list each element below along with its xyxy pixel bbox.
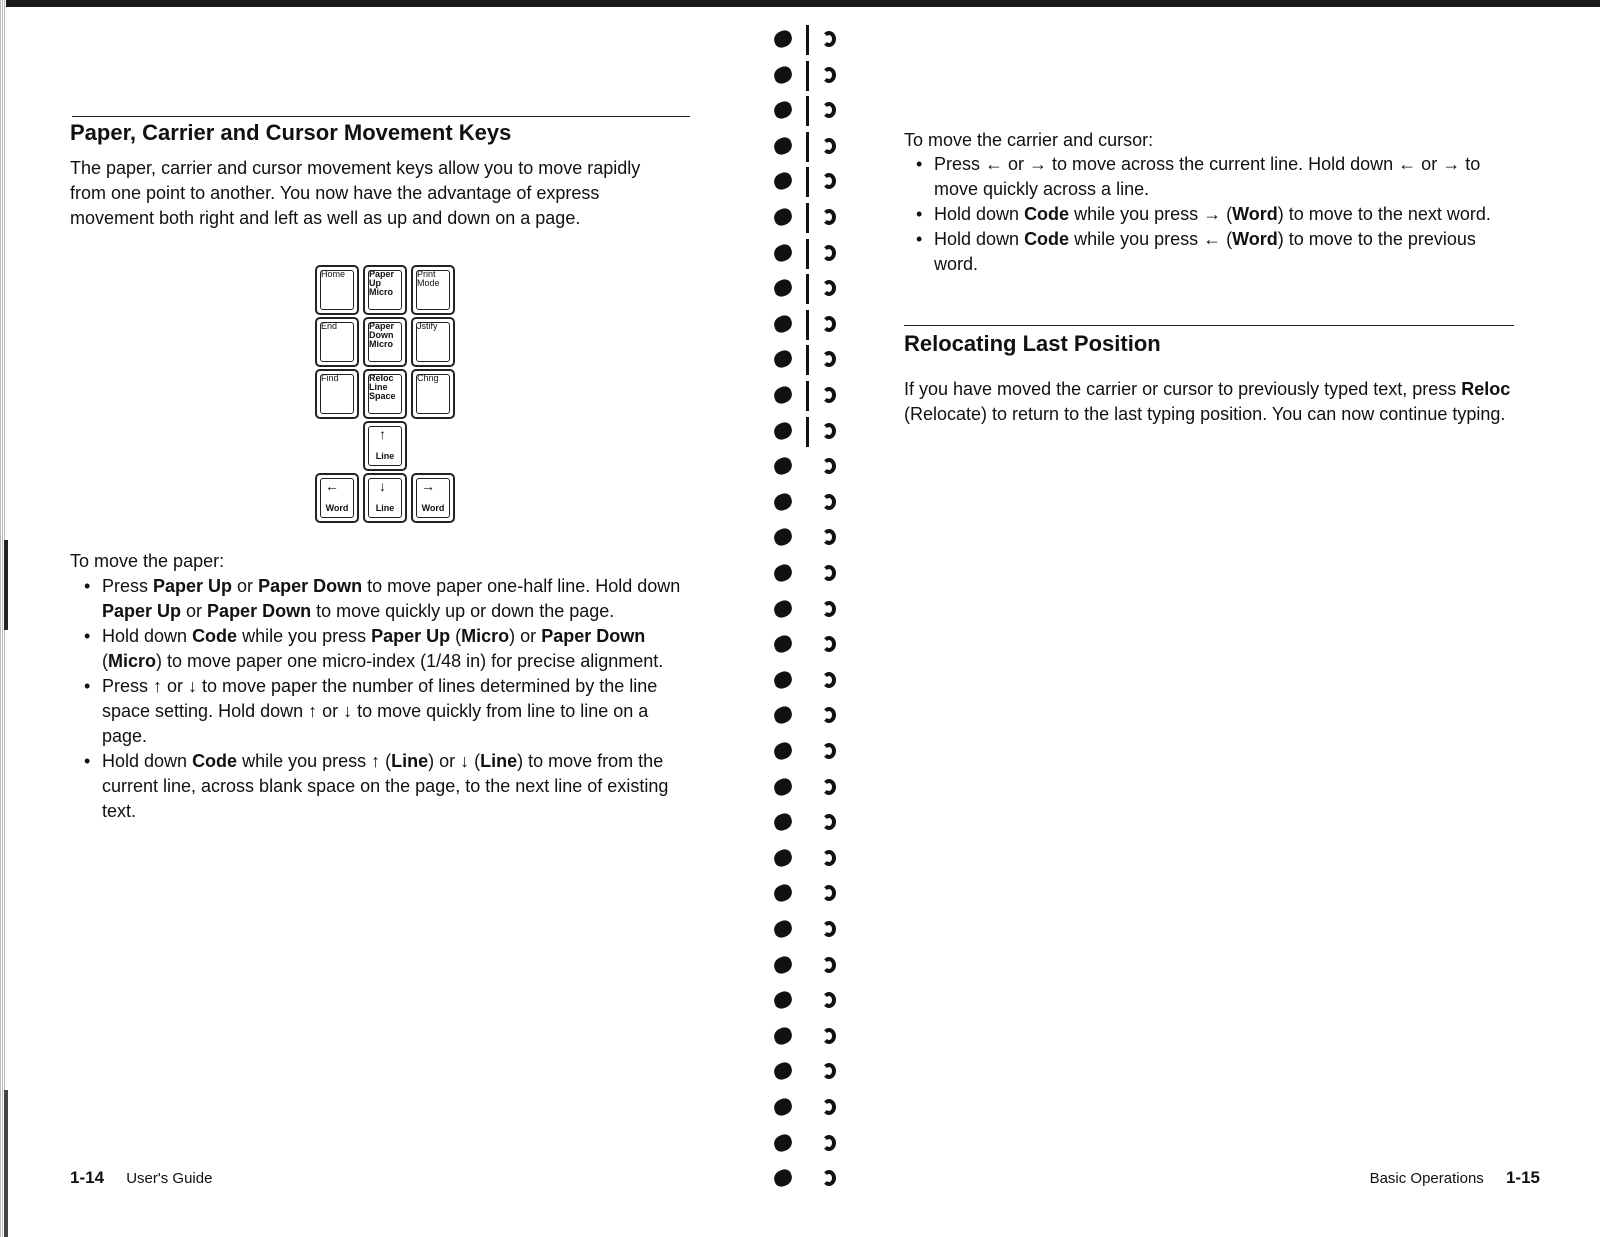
bullet-item <box>72 624 692 674</box>
key-label: Home <box>321 269 346 279</box>
key-label: Jstify <box>417 321 438 331</box>
section-heading: Relocating Last Position <box>904 331 1161 356</box>
text-run: ( <box>102 651 108 671</box>
key-name-bold: Paper Down <box>258 576 363 596</box>
spiral-coil <box>770 1129 850 1165</box>
justify-key <box>411 317 455 367</box>
text-run: Press ← or → to move across the current line. Hold down ← or → to move quickly across a line. <box>934 154 1481 199</box>
word-left-key <box>315 473 359 523</box>
spiral-coil <box>770 986 850 1022</box>
text-run: ) to move from the current line, across blank space on the page, to the next line of existing text. <box>102 751 669 821</box>
spiral-coil <box>770 25 850 61</box>
spiral-coil <box>770 61 850 97</box>
spiral-coil <box>770 274 850 310</box>
text-run: ( <box>450 626 462 646</box>
page-number: 1-14 <box>70 1168 105 1187</box>
spiral-coil <box>770 1164 850 1200</box>
keypad-diagram <box>315 265 463 530</box>
spiral-coil <box>770 381 850 417</box>
spiral-coil <box>770 1022 850 1058</box>
spiral-coil <box>770 1093 850 1129</box>
key-name-bold: Micro <box>461 626 510 646</box>
text-run: or <box>232 576 259 596</box>
scan-edge-mark <box>4 1090 8 1237</box>
key-label: Line <box>375 451 395 461</box>
text-run: while you press ← ( <box>1069 229 1233 249</box>
key-label: End <box>321 321 338 331</box>
right-arrow-icon: → <box>421 478 435 494</box>
page-number: 1-15 <box>1505 1168 1540 1187</box>
bullet-item <box>72 674 692 749</box>
footer-title: Basic Operations <box>1369 1170 1484 1187</box>
text-run: ) to move to the next word. <box>1277 204 1491 224</box>
bullet-item <box>904 152 1518 202</box>
key-label: Paper Up Micro <box>369 269 395 297</box>
spiral-coil <box>770 879 850 915</box>
key-name-bold: Paper Up <box>371 626 451 646</box>
change-key <box>411 369 455 419</box>
key-name-bold: Micro <box>108 651 157 671</box>
key-name-bold: Code <box>1024 204 1070 224</box>
text-run: Hold down <box>934 204 1025 224</box>
left-footer <box>70 1168 212 1188</box>
spiral-binding <box>770 25 850 1205</box>
paper-down-key <box>363 317 407 367</box>
line-up-key <box>363 421 407 471</box>
spiral-coil <box>770 737 850 773</box>
spiral-coil <box>770 167 850 203</box>
bullet-item <box>904 227 1518 277</box>
key-name-bold: Word <box>1232 204 1278 224</box>
key-name-bold: Paper Up <box>153 576 233 596</box>
reloc-paragraph <box>904 377 1518 427</box>
left-page <box>72 0 702 1237</box>
text-run: Press <box>102 576 154 596</box>
spiral-coil <box>770 345 850 381</box>
text-run: Hold down <box>102 626 193 646</box>
key-label: Reloc Line Space <box>369 373 396 401</box>
key-label: Word <box>325 503 349 513</box>
line-down-key <box>363 473 407 523</box>
spiral-coil <box>770 595 850 631</box>
text-run: while you press → ( <box>1069 204 1233 224</box>
bullet-item <box>72 574 692 624</box>
key-label: Line <box>375 503 395 513</box>
spiral-coil <box>770 559 850 595</box>
text-run: Hold down <box>102 751 193 771</box>
intro-paragraph: The paper, carrier and cursor movement keys allow you to move rapidly from one point to another. You now have the advantage of express movement both right and left as well as up and down on a page. <box>70 158 641 228</box>
paper-bullet-list <box>72 574 692 824</box>
right-footer <box>1330 1168 1540 1188</box>
key-label: Print Mode <box>417 269 440 288</box>
key-name-bold: Code <box>192 626 238 646</box>
key-name-bold: Code <box>1024 229 1070 249</box>
spiral-coil <box>770 1057 850 1093</box>
up-arrow-icon: ↑ <box>379 426 386 442</box>
spiral-coil <box>770 844 850 880</box>
key-name-bold: Line <box>480 751 518 771</box>
print-mode-key <box>411 265 455 315</box>
word-right-key <box>411 473 455 523</box>
text-run: ) or ↓ ( <box>428 751 481 771</box>
reloc-line-space-key <box>363 369 407 419</box>
home-key <box>315 265 359 315</box>
bullet-item <box>904 202 1518 227</box>
key-label: Find <box>321 373 339 383</box>
key-name-bold: Paper Down <box>207 601 312 621</box>
text-run: (Relocate) to return to the last typing position. You can now continue typing. <box>904 404 1506 424</box>
spiral-coil <box>770 701 850 737</box>
text-run: to move quickly up or down the page. <box>311 601 615 621</box>
paper-up-key <box>363 265 407 315</box>
spiral-coil <box>770 630 850 666</box>
find-key <box>315 369 359 419</box>
scan-edge-mark <box>4 540 8 630</box>
left-arrow-icon: ← <box>325 478 339 494</box>
text-run: ) to move to the previous word. <box>934 229 1476 274</box>
right-page <box>904 0 1542 1237</box>
key-label: Paper Down Micro <box>369 321 395 349</box>
carrier-bullet-list <box>904 152 1518 277</box>
key-name-bold: Paper Up <box>102 601 182 621</box>
text-run: to move paper one-half line. Hold down <box>362 576 681 596</box>
spiral-coil <box>770 951 850 987</box>
text-run: while you press ↑ ( <box>237 751 392 771</box>
spiral-coil <box>770 452 850 488</box>
key-name-bold: Paper Down <box>541 626 646 646</box>
key-name-bold: Line <box>391 751 429 771</box>
text-run: or <box>181 601 208 621</box>
spiral-coil <box>770 96 850 132</box>
spiral-coil <box>770 132 850 168</box>
key-name-bold: Word <box>1232 229 1278 249</box>
spiral-coil <box>770 808 850 844</box>
text-run: ) to move paper one micro-index (1/48 in) for precise alignment. <box>156 651 664 671</box>
heading-rule <box>904 325 1514 326</box>
spiral-coil <box>770 203 850 239</box>
move-carrier-label: To move the carrier and cursor: <box>904 130 1154 150</box>
key-name-bold: Code <box>192 751 238 771</box>
text-run: Hold down <box>934 229 1025 249</box>
spiral-coil <box>770 488 850 524</box>
key-name-bold: Reloc <box>1461 379 1511 399</box>
footer-title: User's Guide <box>126 1170 213 1187</box>
section-heading: Paper, Carrier and Cursor Movement Keys <box>70 120 512 145</box>
key-label: Word <box>421 503 445 513</box>
bullet-item <box>72 749 692 824</box>
spiral-coil <box>770 417 850 453</box>
spiral-coil <box>770 523 850 559</box>
text-run: If you have moved the carrier or cursor to previously typed text, press <box>904 379 1462 399</box>
spiral-coil <box>770 773 850 809</box>
spiral-coil <box>770 310 850 346</box>
down-arrow-icon: ↓ <box>379 478 386 494</box>
spiral-coil <box>770 915 850 951</box>
text-run: while you press <box>237 626 372 646</box>
key-label: Chng <box>417 373 439 383</box>
text-run: ) or <box>509 626 542 646</box>
spiral-coil <box>770 239 850 275</box>
end-key <box>315 317 359 367</box>
spiral-coil <box>770 666 850 702</box>
text-run: Press ↑ or ↓ to move paper the number of lines determined by the line space setting. Hold down ↑ or ↓ to move quickly from line to line on a page. <box>102 676 658 746</box>
heading-rule <box>72 116 690 117</box>
move-paper-label: To move the paper: <box>70 551 225 571</box>
